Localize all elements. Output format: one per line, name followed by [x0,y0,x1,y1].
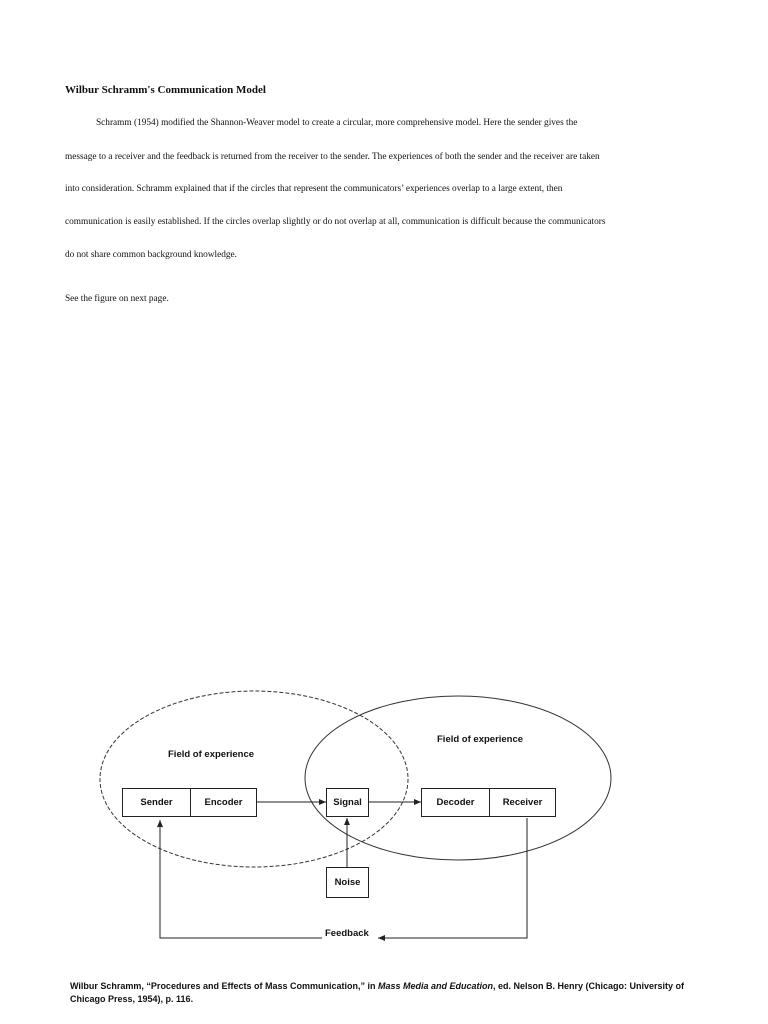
citation-text-part2: , ed. Nelson B. Henry (Chicago: University of Chicago Press, 1954), p. 116. [70,981,685,1004]
paragraph-line-5: do not share common background knowledge. [65,250,237,260]
decoder-box: Decoder [421,788,490,817]
diagram-lines [0,690,768,950]
sender-box: Sender [122,788,191,817]
paragraph-line-1: Schramm (1954) modified the Shannon-Weaver model to create a circular, more comprehensive model. Here the sender gives the [96,118,578,128]
citation-book-title: Mass Media and Education [377,981,494,991]
paragraph-line-3: into consideration. Schramm explained that if the circles that represent the communicators’ experiences overlap to a large extent, then [65,184,563,194]
page-title: Wilbur Schramm's Communication Model [65,84,266,96]
figure-note: See the figure on next page. [65,294,169,304]
left-field-label: Field of experience [168,749,255,760]
right-field-ellipse [305,696,611,860]
paragraph-line-2: message to a receiver and the feedback is returned from the receiver to the sender. The experiences of both the sender and the receiver are taken [65,152,600,162]
noise-box: Noise [326,867,369,898]
signal-box: Signal [326,788,369,817]
receiver-box: Receiver [489,788,556,817]
encoder-box: Encoder [190,788,257,817]
feedback-path-left [160,820,322,938]
left-field-ellipse [100,691,408,867]
schramm-diagram [0,690,768,950]
paragraph-line-4: communication is easily established. If the circles overlap slightly or do not overlap at all, communication is difficult because the communicators [65,217,606,227]
right-field-label: Field of experience [437,734,524,745]
feedback-path-right [378,818,527,938]
citation-footnote [70,980,710,1006]
citation-text-part1: Wilbur Schramm, “Procedures and Effects of Mass Communication,” in [70,981,378,991]
feedback-label: Feedback [325,928,369,939]
